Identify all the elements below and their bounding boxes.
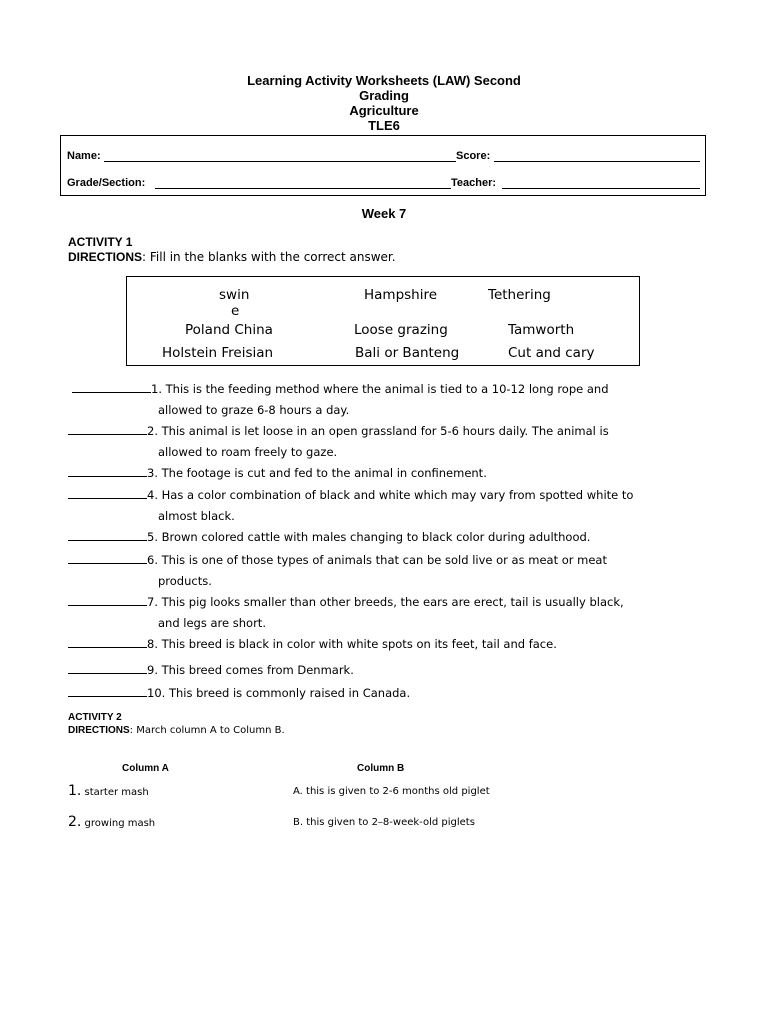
worksheet-title <box>0 73 768 133</box>
word-bank-item: Tamworth <box>508 322 575 338</box>
question-continuation: and legs are short. <box>158 616 266 630</box>
word-bank-item: Tethering <box>488 287 551 303</box>
name-row <box>67 150 699 164</box>
column-b-item: B. this given to 2–8-week-old piglets <box>293 817 475 828</box>
question-item <box>68 592 624 630</box>
word-bank-item: e <box>231 303 240 319</box>
question-item <box>68 485 634 523</box>
question-item <box>68 421 609 459</box>
grade-field[interactable] <box>155 177 451 189</box>
question-item <box>68 683 410 704</box>
word-bank-item: Cut and cary <box>508 345 595 361</box>
question-text: 4. Has a color combination of black and white which may vary from spotted white to <box>147 488 634 502</box>
question-text: 7. This pig looks smaller than other breeds, the ears are erect, tail is usually black, <box>147 595 624 609</box>
question-item <box>68 660 354 681</box>
grade-label: Grade/Section: <box>67 177 146 189</box>
answer-blank[interactable] <box>68 684 147 697</box>
answer-blank[interactable] <box>68 422 147 435</box>
question-continuation: allowed to graze 6-8 hours a day. <box>158 403 350 417</box>
word-bank-item: swin <box>219 287 250 303</box>
answer-blank[interactable] <box>68 593 147 606</box>
activity1-directions <box>68 250 396 265</box>
name-label: Name: <box>67 150 101 162</box>
question-text: 10. This breed is commonly raised in Canada. <box>147 686 411 700</box>
column-b-item: A. this is given to 2-6 months old piglet <box>293 786 490 797</box>
item-text: starter mash <box>84 787 149 798</box>
title-line: TLE6 <box>368 118 400 133</box>
item-number: 1. <box>68 783 82 799</box>
answer-blank[interactable] <box>68 661 147 674</box>
activity1-header <box>68 235 396 265</box>
question-text: 9. This breed comes from Denmark. <box>147 663 354 677</box>
directions-label: DIRECTIONS <box>68 725 130 736</box>
title-line: Learning Activity Worksheets (LAW) Second <box>247 73 521 88</box>
activity2-header <box>68 711 285 737</box>
directions-text: : Fill in the blanks with the correct answer. <box>142 250 396 264</box>
question-text: 2. This animal is let loose in an open grassland for 5-6 hours daily. The animal is <box>147 424 609 438</box>
answer-blank[interactable] <box>68 464 147 477</box>
question-item <box>68 634 557 655</box>
question-text: 3. The footage is cut and fed to the animal in confinement. <box>147 466 487 480</box>
title-line: Grading <box>359 88 409 103</box>
column-a-header: Column A <box>122 763 169 774</box>
directions-label: DIRECTIONS <box>68 250 143 264</box>
word-bank-item: Holstein Freisian <box>162 345 274 361</box>
week-label: Week 7 <box>361 206 407 221</box>
column-a-item <box>68 814 155 830</box>
item-text: growing mash <box>84 818 156 829</box>
question-item <box>72 379 609 417</box>
grade-row <box>67 177 699 191</box>
answer-blank[interactable] <box>68 635 147 648</box>
item-number: 2. <box>68 814 82 830</box>
question-item <box>68 463 487 484</box>
directions-text: : March column A to Column B. <box>129 725 285 736</box>
word-bank-item: Hampshire <box>364 287 438 303</box>
question-text: 6. This is one of those types of animals that can be sold live or as meat or meat <box>147 553 607 567</box>
question-item <box>68 550 607 588</box>
question-text: 5. Brown colored cattle with males changing to black color during adulthood. <box>147 530 591 544</box>
question-continuation: products. <box>158 574 212 588</box>
question-continuation: allowed to roam freely to gaze. <box>158 445 338 459</box>
column-b-header: Column B <box>357 763 405 774</box>
score-field[interactable] <box>494 150 700 162</box>
student-info-box <box>60 135 706 196</box>
name-field[interactable] <box>104 150 456 162</box>
question-text: 8. This breed is black in color with white spots on its feet, tail and face. <box>147 637 557 651</box>
word-bank-item: Loose grazing <box>354 322 448 338</box>
column-a-item <box>68 783 149 799</box>
teacher-field[interactable] <box>502 177 700 189</box>
activity1-heading: ACTIVITY 1 <box>68 235 133 249</box>
answer-blank[interactable] <box>72 380 151 393</box>
answer-blank[interactable] <box>68 528 147 541</box>
question-item <box>68 527 590 548</box>
teacher-label: Teacher: <box>451 177 497 189</box>
word-bank-box <box>126 276 640 366</box>
answer-blank[interactable] <box>68 486 147 499</box>
question-text: 1. This is the feeding method where the animal is tied to a 10-12 long rope and <box>151 382 609 396</box>
question-continuation: almost black. <box>158 509 235 523</box>
word-bank-item: Poland China <box>185 322 273 338</box>
title-line: Agriculture <box>349 103 419 118</box>
activity2-heading: ACTIVITY 2 <box>68 712 122 723</box>
score-label: Score: <box>456 150 491 162</box>
word-bank-item: Bali or Banteng <box>355 345 460 361</box>
answer-blank[interactable] <box>68 551 147 564</box>
activity2-directions <box>68 724 285 737</box>
